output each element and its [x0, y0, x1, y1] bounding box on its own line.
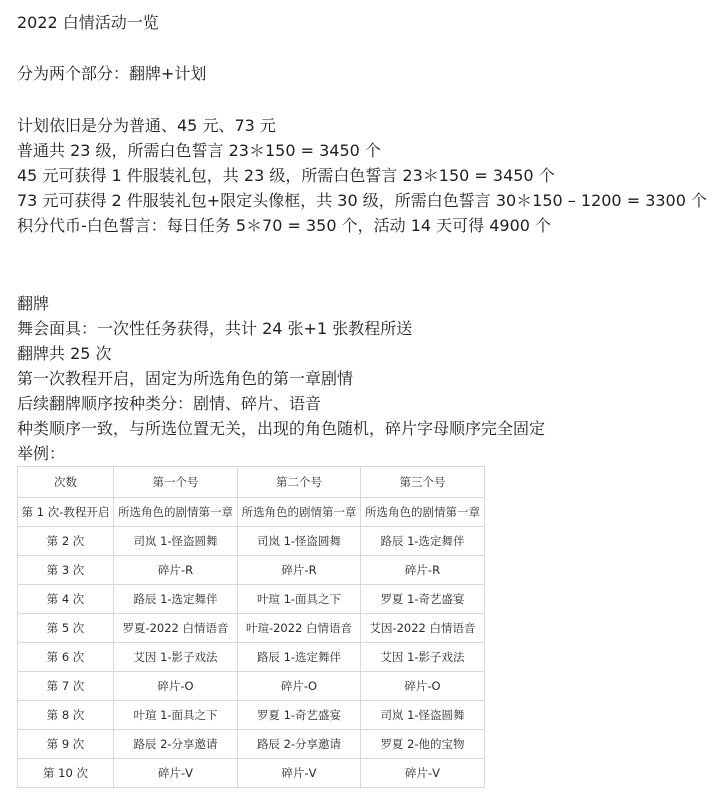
- table-cell: 所选角色的剧情第一章: [361, 498, 485, 527]
- flip-line: 翻牌共 25 次: [17, 344, 112, 363]
- table-header-row: [18, 467, 485, 498]
- table-cell: 第 1 次-教程开启: [18, 498, 114, 527]
- table-cell: 第 3 次: [18, 556, 114, 585]
- table-cell: 第 4 次: [18, 585, 114, 614]
- table-row: [18, 759, 485, 788]
- table-cell: 叶瑄-2022 白情语音: [238, 614, 361, 643]
- flip-heading: 翻牌: [17, 294, 50, 313]
- flip-line: 舞会面具：一次性任务获得，共计 24 张+1 张教程所送: [17, 319, 413, 338]
- table-cell: 碎片-V: [361, 759, 485, 788]
- header-third-account: 第三个号: [361, 467, 485, 498]
- table-row: [18, 614, 485, 643]
- table-cell: 碎片-R: [114, 556, 238, 585]
- table-cell: 司岚 1-怪盗圆舞: [238, 527, 361, 556]
- table-cell: 碎片-R: [238, 556, 361, 585]
- plan-line: 73 元可获得 2 件服装礼包+限定头像框，共 30 级，所需白色誓言 30＊150 – 1200 = 3300 个: [17, 191, 707, 210]
- table-cell: 路辰 2-分享邀请: [238, 730, 361, 759]
- intro-text: 分为两个部分：翻牌+计划: [17, 64, 207, 83]
- table-cell: 罗夏-2022 白情语音: [114, 614, 238, 643]
- table-cell: 罗夏 2-他的宝物: [361, 730, 485, 759]
- table-row: [18, 556, 485, 585]
- table-cell: 所选角色的剧情第一章: [238, 498, 361, 527]
- table-cell: 路辰 1-选定舞伴: [361, 527, 485, 556]
- table-row: [18, 701, 485, 730]
- table-cell: 第 10 次: [18, 759, 114, 788]
- page-title: 2022 白情活动一览: [17, 13, 159, 32]
- plan-line: 普通共 23 级，所需白色誓言 23＊150 = 3450 个: [17, 141, 381, 160]
- flip-line: 后续翻牌顺序按种类分：剧情、碎片、语音: [17, 394, 322, 413]
- table-cell: 所选角色的剧情第一章: [114, 498, 238, 527]
- example-table: [17, 466, 485, 788]
- table-row: [18, 730, 485, 759]
- table-cell: 罗夏 1-奇艺盛宴: [238, 701, 361, 730]
- table-cell: 叶瑄 1-面具之下: [114, 701, 238, 730]
- header-first-account: 第一个号: [114, 467, 238, 498]
- table-row: [18, 585, 485, 614]
- plan-line: 45 元可获得 1 件服装礼包，共 23 级，所需白色誓言 23＊150 = 3450 个: [17, 166, 555, 185]
- table-cell: 叶瑄 1-面具之下: [238, 585, 361, 614]
- plan-line: 积分代币-白色誓言：每日任务 5＊70 = 350 个，活动 14 天可得 4900 个: [17, 216, 552, 235]
- table-cell: 碎片-V: [114, 759, 238, 788]
- table-cell: 路辰 2-分享邀请: [114, 730, 238, 759]
- table-row: [18, 498, 485, 527]
- table-cell: 第 5 次: [18, 614, 114, 643]
- flip-line: 第一次教程开启，固定为所选角色的第一章剧情: [17, 369, 354, 388]
- table-row: [18, 672, 485, 701]
- table-cell: 第 8 次: [18, 701, 114, 730]
- flip-line: 种类顺序一致，与所选位置无关，出现的角色随机，碎片字母顺序完全固定: [17, 419, 546, 438]
- table-cell: 碎片-O: [238, 672, 361, 701]
- table-cell: 路辰 1-选定舞伴: [114, 585, 238, 614]
- table-row: [18, 643, 485, 672]
- table-cell: 路辰 1-选定舞伴: [238, 643, 361, 672]
- table-cell: 第 9 次: [18, 730, 114, 759]
- table-cell: 碎片-O: [114, 672, 238, 701]
- table-cell: 罗夏 1-奇艺盛宴: [361, 585, 485, 614]
- table-cell: 艾因 1-影子戏法: [114, 643, 238, 672]
- flip-line: 举例：: [17, 444, 66, 463]
- table-cell: 艾因 1-影子戏法: [361, 643, 485, 672]
- table-cell: 碎片-R: [361, 556, 485, 585]
- table-cell: 司岚 1-怪盗圆舞: [114, 527, 238, 556]
- table-cell: 碎片-O: [361, 672, 485, 701]
- table-cell: 艾因-2022 白情语音: [361, 614, 485, 643]
- header-count: 次数: [18, 467, 114, 498]
- table-cell: 碎片-V: [238, 759, 361, 788]
- table-cell: 第 6 次: [18, 643, 114, 672]
- header-second-account: 第二个号: [238, 467, 361, 498]
- table-cell: 第 2 次: [18, 527, 114, 556]
- table-cell: 第 7 次: [18, 672, 114, 701]
- plan-line: 计划依旧是分为普通、45 元、73 元: [17, 116, 276, 135]
- table-row: [18, 527, 485, 556]
- table-cell: 司岚 1-怪盗圆舞: [361, 701, 485, 730]
